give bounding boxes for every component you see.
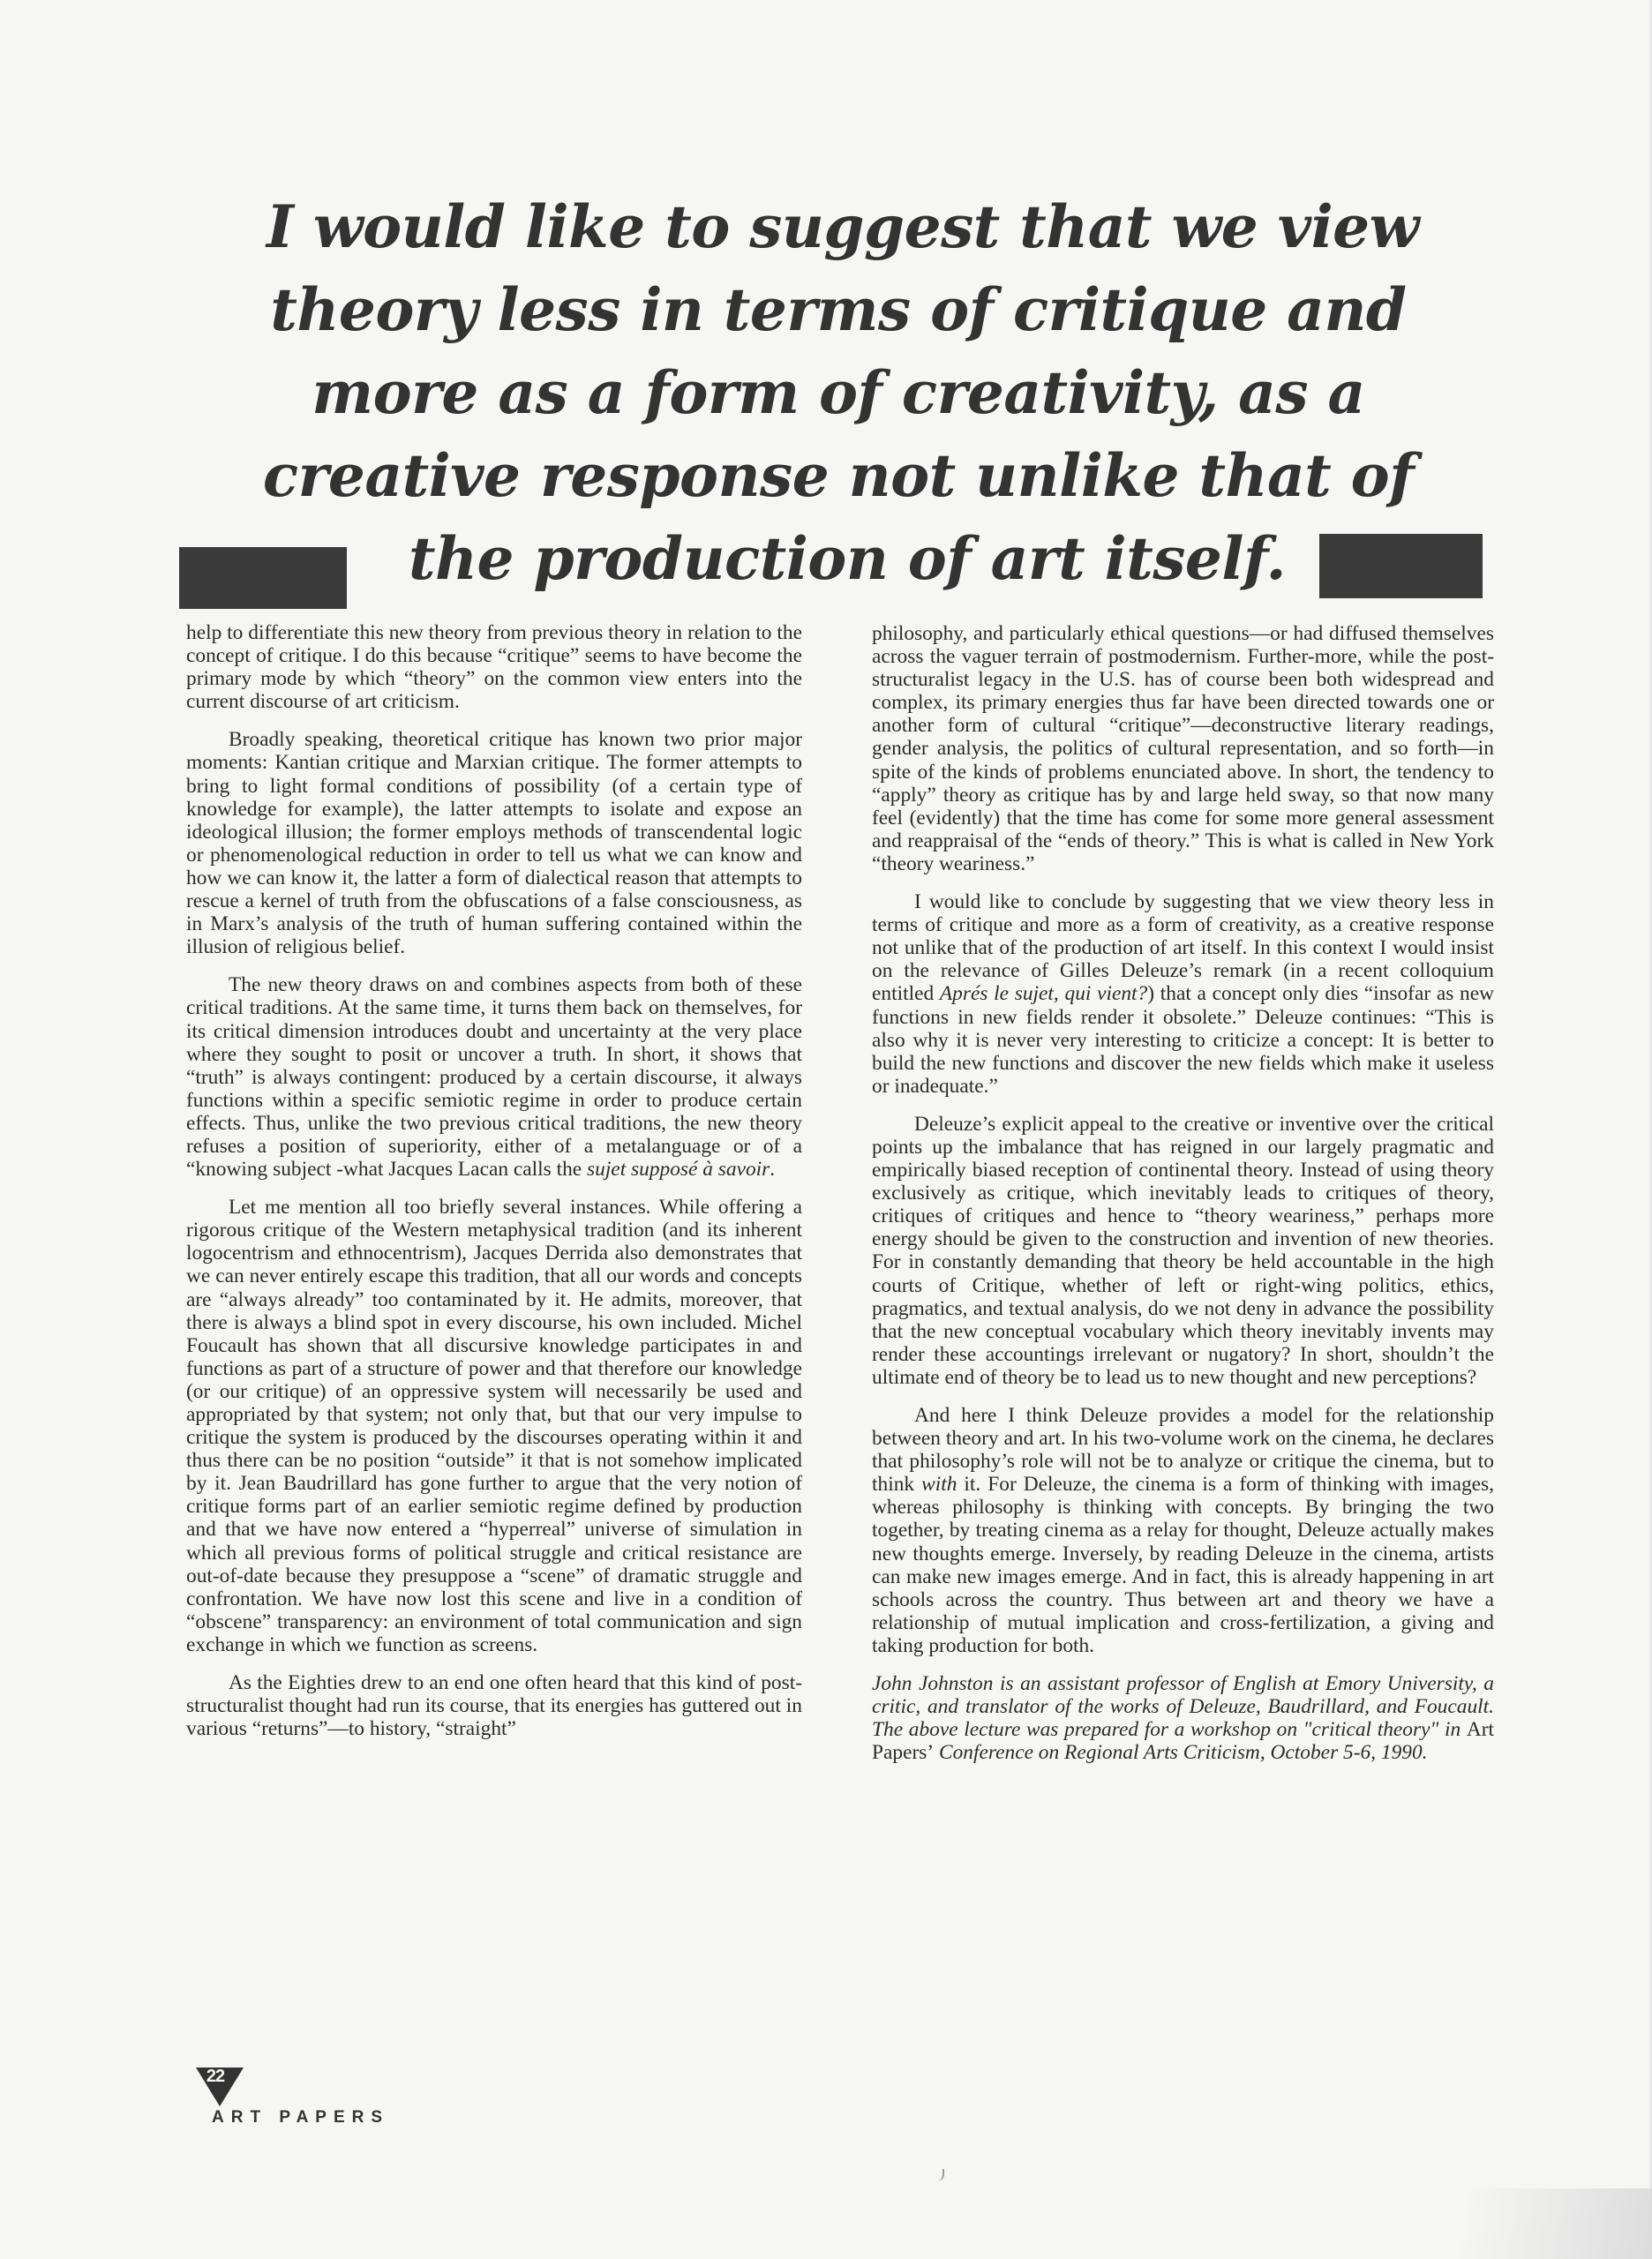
bio-publication-name: Art Papers’ [872,1718,1494,1765]
magazine-name: ART PAPERS [212,2108,390,2127]
bio-text: John Johnston is an assistant professor of English at Emory University, a critic, and translator of the works of Deleuze, Baudrillard, and Foucault. The above lecture was prepared for a workshop on "critical theory" in [872,1672,1494,1742]
italic-title: Aprés le sujet, qui vient? [939,982,1148,1006]
paragraph [872,1404,1494,1657]
headline-line: more as a form of creativity, as a [312,358,1365,427]
headline-line: creative response not unlike that of [262,441,1415,510]
paragraph-text: I would like to conclude by suggesting that we view theory less in terms of critique and more as a form of creativity, as a creative response not unlike that of the production of art itself. In this context I would insist on the relevance of Gilles Deleuze’s remark (in a recent colloquium entitled [872,890,1494,1006]
author-bio [872,1672,1494,1764]
paragraph-text: ) that a concept only dies “insofar as new functions in new fields render it obsolete.” Deleuze continues: “This is also why it is never very interesting to criticize a concept: It is better to build the new functions and discover the new fields which make it useless or inadequate.” [872,982,1494,1098]
paragraph [872,890,1494,1098]
page-corner-shadow [1334,2188,1652,2259]
italic-word: with [921,1473,957,1497]
paragraph-text: it. For Deleuze, the cinema is a form of thinking with images, whereas philosophy is thinking with concepts. By bringing the two together, by treating cinema as a relay for thought, Deleuze actually makes new thoughts emerge. Inversely, by reading Deleuze in the cinema, artists can make new images emerge. And in fact, this is already happening in art schools across the country. Thus between art and theory we have a relationship of mutual implication and cross-fertilization, a giving and taking production for both. [872,1473,1494,1657]
headline-line: the production of art itself. [409,524,1286,593]
headline-line: I would like to suggest that we view [267,192,1419,261]
paragraph [186,973,802,1181]
paragraph-text: And here I think Deleuze provides a model for the relationship between theory and art. In his two-volume work on the cinema, he declares that philosophy’s role will not be to analyze or critique the cinema, but to think [872,1404,1494,1497]
scan-mark [937,2169,944,2181]
article-column-left [186,621,802,1755]
paragraph-text: . [770,1158,776,1182]
decorative-block-right [1319,534,1483,598]
paragraph-text: The new theory draws on and combines aspects from both of these critical traditions. At the same time, it turns them back on themselves, for its critical dimension introduces doubt and uncertainty at the very place where they sought to posit or uncover a truth. In short, it shows that “truth” is always contingent: produced by a certain discourse, it always functions within a specific semiotic regime in order to produce certain effects. Thus, unlike the two previous critical traditions, the new theory refuses a position of superiority, either of a metalanguage or of a “knowing subject -what Jacques Lacan calls the [186,973,802,1182]
paragraph: help to differentiate this new theory from previous theory in relation to the concept of critique. I do this because “critique” seems to have become the primary mode by which “theory” on the common view enters into the current discourse of art criticism. [186,621,802,714]
page-edge [1648,0,1652,2259]
article-column-right [872,622,1494,1779]
bio-text: Conference on Regional Arts Criticism, October 5-6, 1990. [934,1741,1428,1765]
paragraph: Let me mention all too briefly several instances. While offering a rigorous critique of the Western metaphysical tradition (and its inherent logocentrism and ethnocentrism), Jacques Derrida also demonstrates that we can never entirely escape this tradition, that all our words and concepts are “always already” too contaminated by it. He admits, moreover, that there is always a blind spot in every discourse, his own included. Michel Foucault has shown that all discursive knowledge participates in and functions as part of a structure of power and that therefore our knowledge (or our critique) of an oppressive system will necessarily be used and appropriated by that system; not only that, but that our very impulse to critique the system is produced by the discourses operating within it and thus there can be no position “outside” it that is not somehow implicated by it. Jean Baudrillard has gone further to argue that the very notion of critique forms part of an earlier semiotic regime defined by production and that we have now entered a “hyperreal” universe of simulation in which all previous forms of political struggle and critical resistance are out-of-date because they presuppose a “scene” of dramatic struggle and confrontation. We have now lost this scene and live in a condition of “obscene” transparency: an environment of total communication and sign exchange in which we function as screens. [186,1196,802,1656]
italic-phrase: sujet supposé à savoir [587,1158,770,1182]
decorative-block-left [179,547,347,609]
paragraph: Deleuze’s explicit appeal to the creative or inventive over the critical points up the imbalance that has reigned in our largely pragmatic and empirically biased reception of continental theory. Instead of using theory exclusively as critique, which inevitably leads to critiques of theory, critiques of critiques and hence to “theory weariness,” perhaps more energy should be given to the construction and invention of new theories. For in constantly demanding that theory be held accountable in the high courts of Critique, whether of left or right-wing politics, ethics, pragmatics, and textual analysis, do we not deny in advance the possibility that the new conceptual vocabulary which theory inevitably invents may render these accountings irrelevant or nugatory? In short, shouldn’t the ultimate end of theory be to lead us to new thought and new perceptions? [872,1112,1494,1389]
paragraph: philosophy, and particularly ethical questions—or had diffused themselves across the vaguer terrain of postmodernism. Further-more, while the post-structuralist legacy in the U.S. has of course been both widespread and complex, its primary energies thus far have been directed towards one or another form of cultural “critique”—deconstructive literary readings, gender analysis, the politics of cultural representation, and so forth—in spite of the kinds of problems enunciated above. In short, the tendency to “apply” theory as critique has by and large held sway, so that now many feel (evidently) that the time has come for some more general assessment and reappraisal of the “ends of theory.” This is what is called in New York “theory weariness.” [872,622,1494,875]
paragraph: Broadly speaking, theoretical critique has known two prior major moments: Kantian critique and Marxian critique. The former attempts to bring to light formal conditions of possibility (of a certain type of knowledge for example), the latter attempts to isolate and expose an ideological illusion; the former employs methods of transcendental logic or phenomenological reduction in order to tell us what we can know and how we can know it, the latter a form of dialectical reason that attempts to rescue a kernel of truth from the obfuscations of a false consciousness, as in Marx’s analysis of the truth of human suffering contained within the illusion of religious belief. [186,728,802,959]
page-number: 22 [206,2067,225,2086]
headline-line: theory less in terms of critique and [270,275,1407,344]
pull-quote-headline [176,185,1500,600]
paragraph: As the Eighties drew to an end one often heard that this kind of post-structuralist thought had run its course, that its energies has guttered out in various “returns”—to history, “straight” [186,1671,802,1741]
